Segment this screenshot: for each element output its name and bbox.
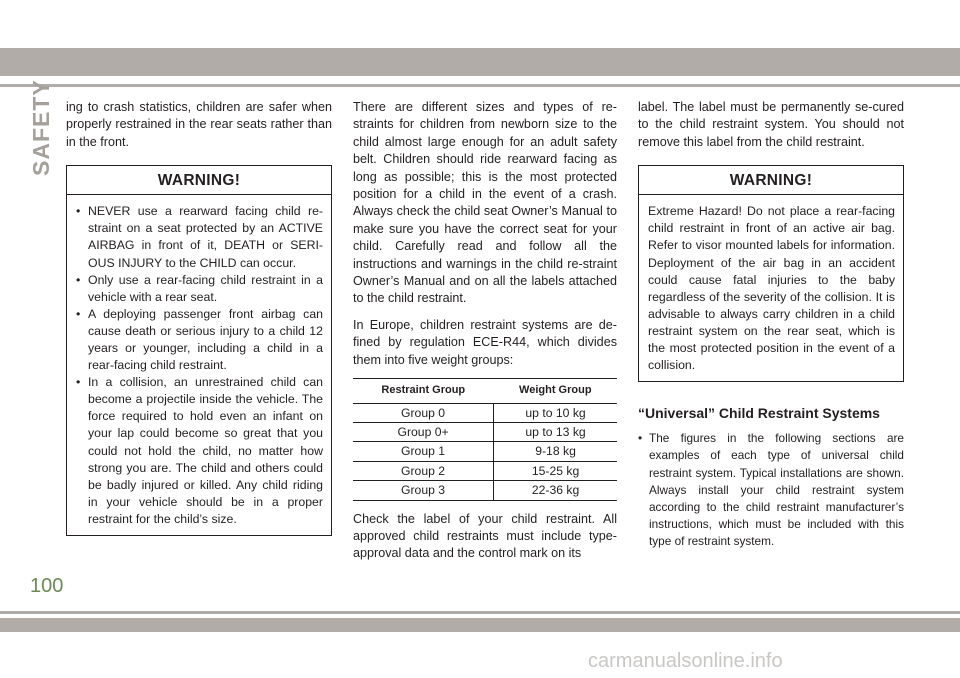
warning-box-2 — [638, 165, 904, 382]
header-band — [0, 48, 960, 76]
weight-group-table — [353, 378, 617, 500]
table-cell: up to 13 kg — [494, 422, 617, 441]
header-rule — [0, 84, 960, 87]
section-label: SAFETY — [28, 79, 54, 176]
table-row — [353, 481, 617, 500]
table-header-cell: Weight Group — [494, 379, 617, 403]
table-cell: Group 1 — [353, 442, 494, 461]
list-item: • The figures in the following sections are examples of each type of universal child restraint system. Typical installations are shown. Always install your child restraint system according to the child restraint manufacturer’s instructions, which must be included with this type of restraint system. — [638, 430, 904, 550]
table-cell: 22-36 kg — [494, 481, 617, 500]
warning-item: • A deploying passenger front airbag can cause death or serious injury to a child 12 years or younger, including a child in a rear-facing child restraint. — [76, 306, 323, 374]
footer-band — [0, 618, 960, 632]
table-cell: Group 0+ — [353, 422, 494, 441]
table-cell: Group 2 — [353, 461, 494, 480]
bullet-list — [638, 430, 904, 550]
table-header-row — [353, 379, 617, 403]
table-row — [353, 461, 617, 480]
warning-item: • In a collision, an unrestrained child can become a projectile inside the vehicle. The force required to hold even an infant on your lap could become so great that you could not hold the child, no matter how strong you are. The child and others could be badly injured or killed. Any child riding in your vehicle should be in a proper restraint for the child’s size. — [76, 374, 323, 528]
paragraph: There are different sizes and types of re-straints for children from newborn size to the child almost large enough for an adult safety belt. Children should ride rearward facing as long as possible; this is the most protected position for a child in the event of a crash. Always check the child seat Owner’s Manual to make sure you have the correct seat for your child. Carefully read and follow all the instructions and warnings in the child re-straint Owner’s Manual and on all the labels attached to the child restraint. — [353, 100, 617, 306]
footer-rule — [0, 611, 960, 614]
table-header-cell: Restraint Group — [353, 379, 494, 403]
paragraph: label. The label must be permanently se-cured to the child restraint system. You should not remove this label from the child restraint. — [638, 100, 904, 149]
table-row — [353, 422, 617, 441]
warning-title: WARNING! — [67, 166, 331, 195]
intro-paragraph: ing to crash statistics, children are safer when properly restrained in the rear seats rather than in the front. — [66, 100, 332, 149]
column-1 — [66, 99, 332, 536]
table-cell: 9-18 kg — [494, 442, 617, 461]
column-3 — [638, 99, 904, 551]
column-2 — [353, 99, 617, 572]
table-cell: Group 0 — [353, 403, 494, 422]
table-cell: up to 10 kg — [494, 403, 617, 422]
warning-box-1 — [66, 165, 332, 536]
warning-title: WARNING! — [639, 166, 903, 195]
warning-list — [76, 203, 323, 528]
warning-item: • NEVER use a rearward facing child re-straint on a seat protected by an ACTIVE AIRBAG in front of it, DEATH or SERI-OUS INJURY to the CHILD can occur. — [76, 203, 323, 271]
table-cell: 15-25 kg — [494, 461, 617, 480]
table-cell: Group 3 — [353, 481, 494, 500]
table-row — [353, 442, 617, 461]
section-heading: “Universal” Child Restraint Systems — [638, 405, 880, 422]
paragraph: In Europe, children restraint systems are de-fined by regulation ECE-R44, which divides them into five weight groups: — [353, 317, 617, 367]
page-number: 100 — [30, 575, 64, 597]
table-row — [353, 403, 617, 422]
warning-text: Extreme Hazard! Do not place a rear-facing child restraint in front of an active air bag. Refer to visor mounted labels for information. Deployment of the air bag in an accident could cause fatal injuries to the baby regardless of the severity of the collision. It is advisable to always carry children in a child restraint system on the rear seat, which is the most protected position in the event of a collision. — [648, 204, 895, 373]
paragraph: Check the label of your child restraint. All approved child restraints must include type-approval data and the control mark on its — [353, 511, 617, 561]
watermark: carmanualsonline.info — [588, 650, 783, 672]
warning-item: • Only use a rear-facing child restraint in a vehicle with a rear seat. — [76, 272, 323, 306]
